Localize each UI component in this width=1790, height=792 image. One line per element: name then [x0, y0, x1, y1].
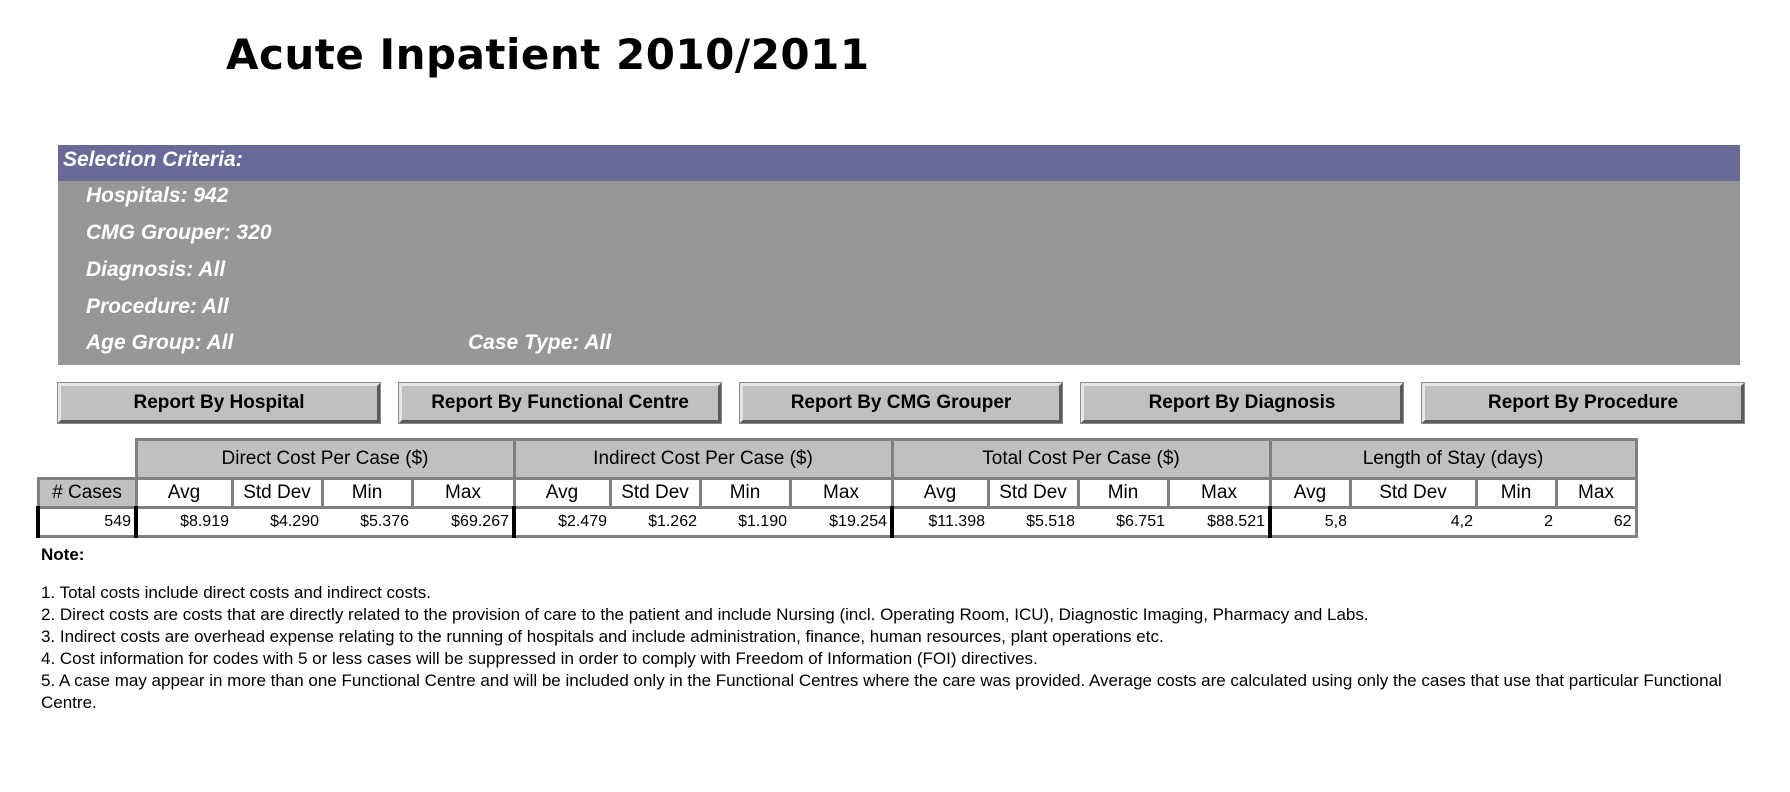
cell-los-avg: 5,8	[1270, 508, 1350, 537]
column-header-total-min: Min	[1078, 479, 1168, 508]
cell-indirect-avg: $2.479	[514, 508, 610, 537]
page-title: Acute Inpatient 2010/2011	[226, 30, 870, 79]
note-item: 2. Direct costs are costs that are directly related to the provision of care to the patient and include Nursing (incl. Operating Room, ICU), Diagnostic Imaging, Pharmacy and Labs.	[41, 605, 1369, 624]
notes-list	[41, 582, 1741, 714]
criteria-hospitals: Hospitals: 942	[86, 184, 229, 207]
cell-total-avg: $11.398	[892, 508, 988, 537]
group-header-indirect: Indirect Cost Per Case ($)	[514, 440, 892, 479]
cell-indirect-max: $19.254	[790, 508, 892, 537]
column-header-direct-max: Max	[412, 479, 514, 508]
group-header-direct: Direct Cost Per Case ($)	[136, 440, 514, 479]
column-header-total-max: Max	[1168, 479, 1270, 508]
cell-indirect-min: $1.190	[700, 508, 790, 537]
criteria-case-type: Case Type: All	[468, 331, 612, 354]
group-header-total: Total Cost Per Case ($)	[892, 440, 1270, 479]
report-buttons-bar	[58, 383, 1744, 423]
cell-los-min: 2	[1476, 508, 1556, 537]
report-by-cmg-grouper-button[interactable]: Report By CMG Grouper	[740, 383, 1062, 423]
criteria-diagnosis: Diagnosis: All	[86, 258, 226, 281]
cell-total-std: $5.518	[988, 508, 1078, 537]
criteria-cmg-grouper: CMG Grouper: 320	[86, 221, 272, 244]
note-item: 1. Total costs include direct costs and indirect costs.	[41, 583, 431, 602]
column-header-los-avg: Avg	[1270, 479, 1350, 508]
table-row	[38, 508, 1636, 537]
criteria-age-group: Age Group: All	[86, 331, 234, 354]
notes-label: Note:	[41, 545, 85, 564]
cell-direct-max: $69.267	[412, 508, 514, 537]
report-by-functional-centre-button[interactable]: Report By Functional Centre	[399, 383, 721, 423]
selection-criteria-panel	[58, 145, 1740, 365]
column-header-indirect-max: Max	[790, 479, 892, 508]
cell-direct-std: $4.290	[232, 508, 322, 537]
group-header-length-of-stay: Length of Stay (days)	[1270, 440, 1636, 479]
column-header-total-avg: Avg	[892, 479, 988, 508]
note-item: 5. A case may appear in more than one Functional Centre and will be included only in the Functional Centres where the care was provided. Average costs are calculated using only the cases that use that particular Functional Centre.	[41, 671, 1722, 712]
selection-criteria-header: Selection Criteria:	[58, 145, 1740, 181]
column-header-indirect-min: Min	[700, 479, 790, 508]
cell-los-max: 62	[1556, 508, 1636, 537]
group-header-row	[38, 440, 1636, 479]
note-item: 3. Indirect costs are overhead expense relating to the running of hospitals and include administration, finance, human resources, plant operations etc.	[41, 627, 1164, 646]
cell-direct-avg: $8.919	[136, 508, 232, 537]
cell-los-std: 4,2	[1350, 508, 1476, 537]
column-header-los-std: Std Dev	[1350, 479, 1476, 508]
column-header-total-std: Std Dev	[988, 479, 1078, 508]
column-header-direct-std: Std Dev	[232, 479, 322, 508]
cell-indirect-std: $1.262	[610, 508, 700, 537]
column-header-cases: # Cases	[38, 479, 136, 508]
note-item: 4. Cost information for codes with 5 or less cases will be suppressed in order to comply with Freedom of Information (FOI) directives.	[41, 649, 1038, 668]
column-header-los-max: Max	[1556, 479, 1636, 508]
cell-cases: 549	[38, 508, 136, 537]
report-by-diagnosis-button[interactable]: Report By Diagnosis	[1081, 383, 1403, 423]
empty-corner-cell	[38, 440, 136, 479]
report-by-procedure-button[interactable]: Report By Procedure	[1422, 383, 1744, 423]
column-header-row	[38, 479, 1636, 508]
report-by-hospital-button[interactable]: Report By Hospital	[58, 383, 380, 423]
cost-statistics-table	[36, 438, 1638, 538]
cell-total-min: $6.751	[1078, 508, 1168, 537]
column-header-indirect-avg: Avg	[514, 479, 610, 508]
column-header-direct-min: Min	[322, 479, 412, 508]
criteria-procedure: Procedure: All	[86, 295, 229, 318]
column-header-direct-avg: Avg	[136, 479, 232, 508]
cell-direct-min: $5.376	[322, 508, 412, 537]
column-header-los-min: Min	[1476, 479, 1556, 508]
column-header-indirect-std: Std Dev	[610, 479, 700, 508]
cell-total-max: $88.521	[1168, 508, 1270, 537]
